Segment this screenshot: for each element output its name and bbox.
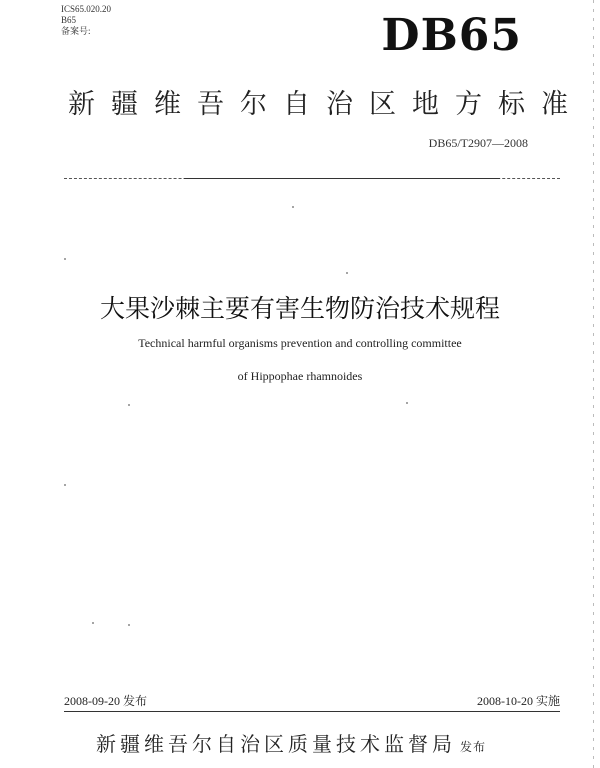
- publish-date: 2008-09-20 发布: [64, 694, 147, 708]
- header-divider: [64, 178, 560, 179]
- issuer-name: 新疆维吾尔自治区质量技术监督局: [96, 732, 456, 756]
- scan-edge-artifact: [593, 0, 594, 768]
- issuing-authority-title: 新疆维吾尔自治区地方标准: [68, 89, 584, 120]
- scan-speck: [64, 258, 66, 260]
- scan-speck: [292, 206, 294, 208]
- standard-logo: DB65: [381, 10, 522, 61]
- document-title-english-line1: Technical harmful organisms prevention and controlling committee: [138, 336, 462, 350]
- scan-speck: [128, 624, 130, 626]
- issuer-suffix: 发布: [460, 740, 487, 754]
- scan-speck: [346, 272, 348, 274]
- scan-speck: [128, 404, 130, 406]
- footer-divider: [64, 711, 560, 712]
- scan-speck: [64, 484, 66, 486]
- scan-speck: [92, 622, 94, 624]
- issuer-line: [96, 728, 486, 757]
- classification-block: [61, 4, 111, 37]
- ics-code: ICS65.020.20: [61, 4, 112, 14]
- record-number-label: 备案号:: [61, 26, 91, 36]
- scan-speck: [406, 402, 408, 404]
- document-title-chinese: 大果沙棘主要有害生物防治技术规程: [99, 294, 500, 323]
- implement-date: 2008-10-20 实施: [477, 694, 560, 708]
- document-title-english-line2: of Hippophae rhamnoides: [237, 369, 363, 383]
- ccs-code: B65: [61, 15, 77, 25]
- standard-number: DB65/T2907—2008: [428, 136, 528, 150]
